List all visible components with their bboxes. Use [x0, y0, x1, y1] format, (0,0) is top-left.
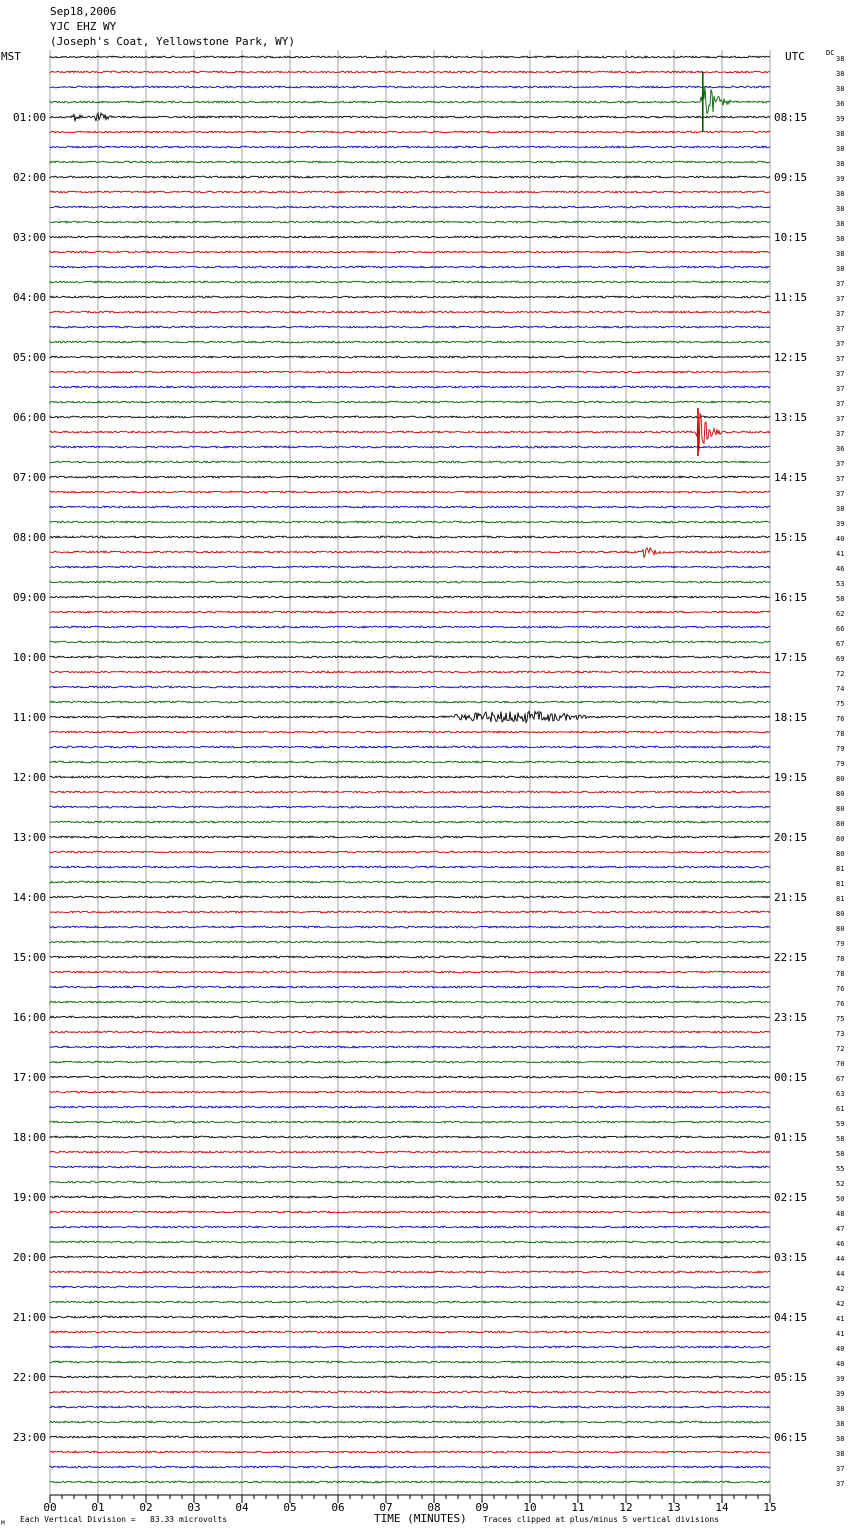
dc-offset-label: 69: [836, 655, 845, 663]
trace-line: [50, 566, 770, 568]
trace-line: [50, 1421, 770, 1423]
trace-line: [50, 1406, 770, 1408]
utc-hour-label: 20:15: [774, 831, 808, 844]
trace-line: [50, 866, 770, 868]
dc-offset-label: 38: [836, 220, 845, 228]
trace-line: [50, 113, 770, 121]
dc-offset-label: 76: [836, 985, 845, 993]
trace-line: [50, 701, 770, 703]
trace-line: [50, 206, 770, 208]
corner-mark: M: [1, 1520, 5, 1527]
dc-offset-label: 63: [836, 1090, 845, 1098]
trace-line: [50, 176, 770, 178]
trace-line: [50, 1301, 770, 1303]
dc-offset-label: 40: [836, 1345, 845, 1353]
utc-hour-label: 05:15: [774, 1371, 808, 1384]
dc-offset-label: 48: [836, 1210, 845, 1218]
trace-line: [50, 371, 770, 373]
dc-offset-label: 37: [836, 1465, 845, 1473]
mst-hour-label: 19:00: [13, 1191, 47, 1204]
date-text: Sep18,2006: [50, 5, 117, 18]
trace-line: [50, 84, 770, 113]
dc-offset-label: 37: [836, 1480, 845, 1488]
mst-hour-label: 18:00: [13, 1131, 47, 1144]
x-tick-label: 10: [523, 1501, 537, 1514]
trace-line: [50, 986, 770, 988]
trace-line: [50, 251, 770, 253]
dc-offset-label: 37: [836, 490, 845, 498]
dc-offset-label: 67: [836, 640, 845, 648]
trace-line: [50, 1046, 770, 1048]
trace-line: [50, 1031, 770, 1033]
mst-hour-label: 02:00: [13, 171, 47, 184]
dc-offset-label: 38: [836, 1435, 845, 1443]
dc-offset-label: 41: [836, 1315, 845, 1323]
trace-line: [50, 536, 770, 538]
dc-offset-label: 46: [836, 1240, 845, 1248]
dc-offset-label: 79: [836, 745, 845, 753]
utc-hour-label: 08:15: [774, 111, 808, 124]
utc-hour-label: 13:15: [774, 411, 808, 424]
dc-offset-label: 79: [836, 940, 845, 948]
trace-line: [50, 326, 770, 328]
trace-line: [50, 476, 770, 478]
dc-offset-label: 38: [836, 235, 845, 243]
dc-offset-label: 41: [836, 1330, 845, 1338]
dc-offset-label: 38: [836, 190, 845, 198]
utc-hour-label: 14:15: [774, 471, 808, 484]
trace-line: [50, 1106, 770, 1108]
trace-line: [50, 131, 770, 133]
dc-offset-label: 80: [836, 850, 845, 858]
mst-hour-label: 23:00: [13, 1431, 47, 1444]
dc-offset-label: 39: [836, 520, 845, 528]
x-tick-label: 02: [139, 1501, 153, 1514]
dc-offset-label: 37: [836, 355, 845, 363]
mst-hour-label: 05:00: [13, 351, 47, 364]
x-tick-label: 14: [715, 1501, 729, 1514]
dc-offset-label: 44: [836, 1270, 845, 1278]
clip-note: Traces clipped at plus/minus 5 vertical divisions: [483, 1515, 720, 1524]
trace-line: [50, 776, 770, 778]
trace-line: [50, 956, 770, 958]
utc-hour-label: 11:15: [774, 291, 808, 304]
x-tick-label: 01: [91, 1501, 105, 1514]
dc-offset-label: 61: [836, 1105, 845, 1113]
location-text: (Joseph's Coat, Yellowstone Park, WY): [50, 35, 296, 48]
trace-line: [50, 821, 770, 823]
dc-offset-label: 42: [836, 1300, 845, 1308]
trace-line: [50, 1271, 770, 1273]
trace-line: [50, 521, 770, 523]
dc-offset-label: 72: [836, 670, 845, 678]
dc-offset-label: 58: [836, 1150, 845, 1158]
mst-hour-label: 06:00: [13, 411, 47, 424]
dc-offset-label: 62: [836, 610, 845, 618]
trace-line: [50, 236, 770, 238]
utc-hour-label: 10:15: [774, 231, 808, 244]
mst-hour-label: 13:00: [13, 831, 47, 844]
dc-offset-label: 37: [836, 415, 845, 423]
trace-line: [50, 806, 770, 808]
dc-offset-label: 38: [836, 1450, 845, 1458]
dc-offset-label: 38: [836, 250, 845, 258]
dc-offset-label: 53: [836, 580, 845, 588]
dc-offset-label: 44: [836, 1255, 845, 1263]
mst-hour-label: 01:00: [13, 111, 47, 124]
mst-hour-label: 22:00: [13, 1371, 47, 1384]
trace-line: [50, 626, 770, 628]
x-tick-label: 06: [331, 1501, 345, 1514]
trace-line: [50, 281, 770, 283]
dc-offset-label: 58: [836, 1135, 845, 1143]
mst-hour-label: 10:00: [13, 651, 47, 664]
trace-line: [50, 671, 770, 673]
dc-offset-label: 38: [836, 55, 845, 63]
trace-line: [50, 1181, 770, 1183]
trace-line: [50, 836, 770, 838]
trace-line: [50, 1226, 770, 1228]
trace-line: [50, 1391, 770, 1393]
trace-line: [50, 896, 770, 898]
trace-line: [50, 356, 770, 358]
dc-offset-label: 38: [836, 265, 845, 273]
trace-line: [50, 506, 770, 508]
dc-offset-label: 38: [836, 85, 845, 93]
trace-line: [50, 1121, 770, 1123]
dc-label: DC: [826, 49, 835, 57]
trace-line: [50, 446, 770, 448]
trace-line: [50, 851, 770, 853]
x-tick-label: 15: [763, 1501, 777, 1514]
x-tick-label: 05: [283, 1501, 297, 1514]
utc-label: UTC: [785, 50, 805, 63]
trace-line: [50, 1196, 770, 1198]
dc-offset-label: 37: [836, 430, 845, 438]
utc-hour-label: 00:15: [774, 1071, 808, 1084]
utc-hour-label: 19:15: [774, 771, 808, 784]
x-tick-label: 04: [235, 1501, 249, 1514]
dc-offset-label: 38: [836, 160, 845, 168]
trace-line: [50, 341, 770, 343]
dc-offset-label: 41: [836, 550, 845, 558]
trace-line: [50, 416, 770, 418]
trace-line: [50, 461, 770, 463]
dc-offset-label: 36: [836, 100, 845, 108]
dc-offset-label: 79: [836, 760, 845, 768]
dc-offset-label: 80: [836, 775, 845, 783]
utc-hour-label: 22:15: [774, 951, 808, 964]
mst-hour-label: 14:00: [13, 891, 47, 904]
utc-hour-label: 21:15: [774, 891, 808, 904]
dc-offset-label: 38: [836, 1405, 845, 1413]
mst-hour-label: 11:00: [13, 711, 47, 724]
x-tick-label: 03: [187, 1501, 201, 1514]
trace-line: [50, 1361, 770, 1363]
dc-offset-label: 81: [836, 880, 845, 888]
dc-offset-label: 38: [836, 70, 845, 78]
dc-offset-label: 76: [836, 1000, 845, 1008]
dc-offset-label: 40: [836, 1360, 845, 1368]
trace-line: [50, 1136, 770, 1138]
dc-offset-label: 37: [836, 310, 845, 318]
dc-offset-label: 58: [836, 595, 845, 603]
dc-offset-label: 37: [836, 385, 845, 393]
x-tick-label: 00: [43, 1501, 57, 1514]
dc-offset-label: 37: [836, 475, 845, 483]
utc-hour-label: 12:15: [774, 351, 808, 364]
dc-offset-label: 67: [836, 1075, 845, 1083]
dc-offset-label: 78: [836, 955, 845, 963]
trace-line: [50, 596, 770, 598]
dc-offset-label: 78: [836, 730, 845, 738]
dc-offset-label: 74: [836, 685, 845, 693]
utc-hour-label: 18:15: [774, 711, 808, 724]
mst-hour-label: 03:00: [13, 231, 47, 244]
dc-offset-label: 42: [836, 1285, 845, 1293]
trace-line: [50, 1061, 770, 1063]
mst-label: MST: [1, 50, 21, 63]
dc-offset-label: 80: [836, 925, 845, 933]
dc-offset-label: 38: [836, 145, 845, 153]
utc-hour-label: 09:15: [774, 171, 808, 184]
x-tick-label: 09: [475, 1501, 489, 1514]
dc-offset-label: 66: [836, 625, 845, 633]
dc-offset-label: 37: [836, 460, 845, 468]
trace-line: [50, 1286, 770, 1288]
dc-offset-label: 39: [836, 175, 845, 183]
dc-offset-label: 75: [836, 700, 845, 708]
utc-hour-label: 06:15: [774, 1431, 808, 1444]
mst-hour-label: 21:00: [13, 1311, 47, 1324]
dc-offset-label: 52: [836, 1180, 845, 1188]
dc-offset-label: 80: [836, 820, 845, 828]
x-tick-label: 12: [619, 1501, 633, 1514]
dc-offset-label: 37: [836, 340, 845, 348]
dc-offset-label: 46: [836, 565, 845, 573]
x-tick-label: 08: [427, 1501, 441, 1514]
dc-offset-label: 36: [836, 445, 845, 453]
trace-line: [50, 581, 770, 583]
trace-line: [50, 926, 770, 928]
trace-line: [50, 611, 770, 613]
trace-line: [50, 1316, 770, 1318]
trace-line: [50, 791, 770, 793]
trace-line: [50, 656, 770, 658]
scale-note: Each Vertical Division = 83.33 microvolts: [20, 1515, 228, 1524]
trace-line: [50, 1481, 770, 1483]
mst-hour-label: 07:00: [13, 471, 47, 484]
trace-line: [50, 1211, 770, 1213]
mst-hour-label: 04:00: [13, 291, 47, 304]
utc-hour-label: 23:15: [774, 1011, 808, 1024]
x-axis-title: TIME (MINUTES): [374, 1512, 467, 1525]
dc-offset-label: 47: [836, 1225, 845, 1233]
mst-hour-label: 15:00: [13, 951, 47, 964]
dc-offset-label: 38: [836, 205, 845, 213]
trace-line: [50, 711, 770, 722]
dc-offset-label: 73: [836, 1030, 845, 1038]
dc-offset-label: 75: [836, 1015, 845, 1023]
dc-offset-label: 40: [836, 535, 845, 543]
dc-offset-label: 81: [836, 895, 845, 903]
dc-offset-label: 80: [836, 835, 845, 843]
mst-hour-label: 08:00: [13, 531, 47, 544]
trace-line: [50, 86, 770, 88]
dc-offset-label: 59: [836, 1120, 845, 1128]
mst-hour-label: 20:00: [13, 1251, 47, 1264]
dc-offset-label: 37: [836, 280, 845, 288]
trace-line: [50, 881, 770, 883]
dc-offset-label: 70: [836, 1060, 845, 1068]
trace-line: [50, 761, 770, 763]
trace-line: [50, 266, 770, 268]
trace-line: [50, 971, 770, 973]
trace-line: [50, 1076, 770, 1078]
trace-line: [50, 296, 770, 298]
trace-line: [50, 386, 770, 388]
dc-offset-label: 81: [836, 865, 845, 873]
trace-line: [50, 911, 770, 913]
trace-line: [50, 746, 770, 748]
trace-line: [50, 191, 770, 193]
mst-hour-label: 16:00: [13, 1011, 47, 1024]
mst-hour-label: 09:00: [13, 591, 47, 604]
dc-offset-label: 55: [836, 1165, 845, 1173]
trace-line: [50, 1346, 770, 1348]
utc-hour-label: 15:15: [774, 531, 808, 544]
dc-offset-label: 37: [836, 400, 845, 408]
trace-line: [50, 686, 770, 688]
trace-line: [50, 1451, 770, 1453]
trace-line: [50, 1331, 770, 1333]
trace-line: [50, 1256, 770, 1258]
dc-offset-label: 38: [836, 505, 845, 513]
dc-offset-label: 80: [836, 790, 845, 798]
trace-line: [50, 146, 770, 148]
dc-offset-label: 76: [836, 715, 845, 723]
trace-line: [50, 1151, 770, 1153]
dc-offset-label: 80: [836, 805, 845, 813]
utc-hour-label: 16:15: [774, 591, 808, 604]
trace-line: [50, 1001, 770, 1003]
dc-offset-label: 39: [836, 1390, 845, 1398]
trace-line: [50, 548, 770, 558]
dc-offset-label: 39: [836, 1375, 845, 1383]
mst-hour-label: 17:00: [13, 1071, 47, 1084]
trace-line: [50, 1241, 770, 1243]
x-tick-label: 13: [667, 1501, 681, 1514]
trace-line: [50, 1091, 770, 1093]
dc-offset-label: 37: [836, 295, 845, 303]
trace-line: [50, 1376, 770, 1378]
x-tick-label: 11: [571, 1501, 585, 1514]
utc-hour-label: 17:15: [774, 651, 808, 664]
dc-offset-label: 80: [836, 910, 845, 918]
trace-line: [50, 414, 770, 451]
dc-offset-label: 37: [836, 325, 845, 333]
trace-line: [50, 311, 770, 313]
utc-hour-label: 01:15: [774, 1131, 808, 1144]
trace-line: [50, 1166, 770, 1168]
trace-line: [50, 491, 770, 493]
trace-line: [50, 401, 770, 403]
trace-line: [50, 1436, 770, 1438]
utc-hour-label: 04:15: [774, 1311, 808, 1324]
trace-line: [50, 941, 770, 943]
dc-offset-label: 39: [836, 115, 845, 123]
trace-line: [50, 1016, 770, 1018]
trace-line: [50, 731, 770, 733]
trace-line: [50, 161, 770, 163]
trace-line: [50, 71, 770, 73]
dc-offset-label: 78: [836, 970, 845, 978]
trace-line: [50, 641, 770, 643]
dc-offset-label: 72: [836, 1045, 845, 1053]
trace-line: [50, 1466, 770, 1468]
station-text: YJC EHZ WY: [50, 20, 117, 33]
x-tick-label: 07: [379, 1501, 393, 1514]
utc-hour-label: 03:15: [774, 1251, 808, 1264]
dc-offset-label: 50: [836, 1195, 845, 1203]
mst-hour-label: 12:00: [13, 771, 47, 784]
dc-offset-label: 38: [836, 130, 845, 138]
utc-hour-label: 02:15: [774, 1191, 808, 1204]
trace-line: [50, 221, 770, 223]
trace-line: [50, 56, 770, 58]
dc-offset-label: 38: [836, 1420, 845, 1428]
dc-offset-label: 37: [836, 370, 845, 378]
